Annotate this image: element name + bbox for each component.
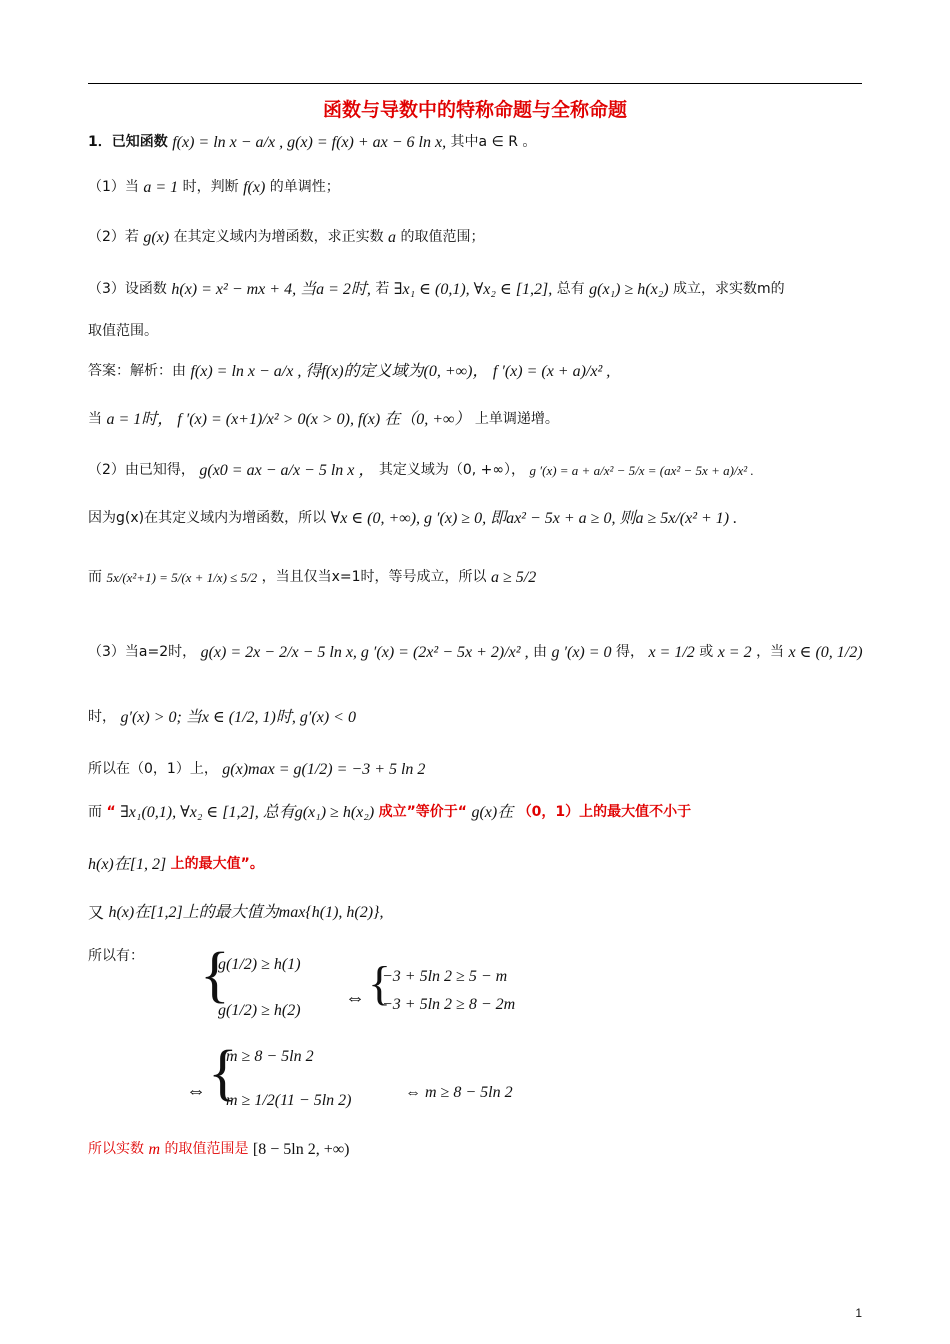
question-2-tail: 的取值范围； (400, 229, 485, 246)
final-range: [8 − 5ln 2, +∞) (252, 1141, 350, 1158)
answer-line-2-label: 当 (88, 411, 102, 428)
answer-line-8-formula: g(x)max = g(1/2) = −3 + 5 ln 2 (222, 761, 426, 778)
answer-line-8 (88, 760, 425, 779)
problem-intro-formula: f(x) = ln x − a/x , g(x) = f(x) + ax − 6 ln x, (172, 134, 447, 151)
answer-line-5-formula: 5x/(x²+1) = 5/(x + 1/x) ≤ 5/2 (106, 569, 258, 585)
answer-line-11-formula: h(x)在[1,2]上的最大值为max{h(1), h(2)}, (108, 904, 384, 921)
answer-line-6-formula-4: x = 2 (717, 644, 752, 661)
answer-line-8-label: 所以在（0，1）上， (88, 761, 218, 778)
answer-line-6-text-2: 得， (616, 644, 644, 661)
answer-line-12: 所以有： (88, 948, 144, 964)
answer-line-3-text: 其定义域为（0, +∞）， (378, 462, 526, 479)
page-title: 函数与导数中的特称命题与全称命题 (322, 99, 627, 121)
final-variable: m (148, 1141, 161, 1158)
final-text-2: 的取值范围是 (164, 1141, 249, 1158)
final-text: 所以实数 (88, 1141, 144, 1158)
question-1-formula-2: f(x) (243, 179, 266, 196)
question-3-formula-3: g(x₁) ≥ h(x₂) (589, 281, 669, 298)
answer-line-11 (88, 903, 383, 922)
answer-label: 答案：解析：由 (88, 363, 186, 380)
problem-intro-tail: 其中a ∈ R 。 (450, 134, 537, 151)
iff-result: ⇔ m ≥ 8 − 5ln 2 (405, 1084, 513, 1101)
answer-line-4-text: 因为g(x)在其定义域内为增函数，所以 (88, 510, 327, 527)
answer-line-5-text: ，当且仅当x=1时，等号成立，所以 (261, 569, 487, 586)
answer-line-10-formula: h(x)在[1, 2] (88, 856, 167, 873)
question-3-formula-2: ∃x₁ ∈ (0,1), ∀x₂ ∈ [1,2], (393, 281, 553, 298)
system-3-brace: { (208, 1039, 238, 1107)
answer-formula-1: f(x) = ln x − a/x , 得f(x)的定义域为(0, +∞)， (190, 363, 489, 380)
answer-line-9-quote: “ (106, 804, 116, 821)
answer-line-6 (88, 643, 863, 662)
answer-line-7-formula: g′(x) > 0; 当x ∈ (1/2, 1)时, g′(x) < 0 (120, 709, 356, 726)
answer-line-4 (88, 509, 737, 528)
answer-line-3-label: （2）由已知得， (88, 462, 195, 479)
question-2-formula-2: a (388, 229, 397, 246)
answer-line-3-formula: g(x0 = ax − a/x − 5 ln x ， (199, 462, 375, 479)
question-2-text: 在其定义域内为增函数，求正实数 (173, 229, 384, 246)
question-2-line (88, 228, 485, 247)
answer-line-7-label: 时， (88, 709, 116, 726)
system-2-row-1: −3 + 5ln 2 ≥ 5 − m (382, 968, 508, 985)
system-2-row-2: −3 + 5ln 2 ≥ 8 − 2m (382, 996, 516, 1013)
problem-intro-line (88, 133, 536, 152)
question-3-text: 若 (375, 281, 390, 298)
problem-intro: 1．已知函数 (88, 134, 168, 151)
answer-line-2 (88, 410, 559, 429)
header-rule (88, 83, 862, 84)
answer-line-11-label: 又 (88, 903, 105, 922)
question-3-formula: h(x) = x² − mx + 4, 当a = 2时, (171, 281, 371, 298)
question-3-line (88, 280, 785, 299)
answer-line-9-formula-2: g(x)在 (471, 804, 514, 821)
answer-line-9 (88, 803, 691, 822)
question-3-text-2: 总有 (556, 281, 585, 298)
answer-line-1 (88, 362, 610, 381)
question-1-line (88, 178, 340, 197)
question-1-tail: 的单调性； (269, 179, 340, 196)
final-line (88, 1140, 349, 1159)
answer-line-7 (88, 708, 356, 727)
answer-line-3 (88, 461, 754, 480)
system-3-row-1: m ≥ 8 − 5ln 2 (226, 1048, 314, 1065)
answer-line-9-formula: ∃x₁(0,1), ∀x₂ ∈ [1,2], 总有g(x₁) ≥ h(x₂) (120, 804, 375, 821)
answer-line-10 (88, 855, 264, 874)
question-1-formula: a = 1 (143, 179, 179, 196)
question-3-label: （3）设函数 (88, 281, 167, 298)
answer-formula-2: f ′(x) = (x + a)/x² , (492, 363, 611, 380)
answer-line-9-emphasis-2: （0，1）上的最大值不小于 (517, 804, 692, 821)
iff-arrow-1: ⇔ (345, 987, 365, 1009)
question-3-line-2: 取值范围。 (88, 323, 158, 339)
answer-line-6-label: （3）当a=2时， (88, 644, 197, 661)
answer-line-9-label: 而 (88, 804, 102, 821)
system-2-brace: { (368, 957, 392, 1010)
question-3-tail: 成立，求实数m的 (673, 281, 785, 298)
system-1-row-1: g(1/2) ≥ h(1) (218, 956, 301, 973)
question-1-label: （1）当 (88, 179, 139, 196)
system-1-brace: { (200, 941, 230, 1009)
system-1-row-2: g(1/2) ≥ h(2) (218, 1002, 301, 1019)
system-3-row-2: m ≥ 1/2(11 − 5ln 2) (226, 1092, 352, 1109)
question-2-label: （2）若 (88, 229, 139, 246)
answer-line-10-emphasis: 上的最大值”。 (170, 856, 264, 873)
question-2-formula: g(x) (143, 229, 170, 246)
answer-line-6-formula-2: g ′(x) = 0 (551, 644, 612, 661)
answer-line-6-formula-5: x ∈ (0, 1/2) (788, 644, 863, 661)
answer-line-2-tail: 上单调递增。 (474, 411, 559, 428)
answer-line-4-formula: ∀x ∈ (0, +∞), g ′(x) ≥ 0, 即ax² − 5x + a ≥ 0, 则a ≥ 5x/(x² + 1) . (330, 510, 738, 527)
answer-line-6-formula: g(x) = 2x − 2/x − 5 ln x, g ′(x) = (2x² − 5x + 2)/x² , (200, 644, 529, 661)
answer-line-5-label: 而 (88, 569, 102, 586)
iff-arrow-2: ⇔ (186, 1080, 206, 1102)
answer-line-5-formula-2: a ≥ 5/2 (491, 569, 537, 586)
answer-line-6-formula-3: x = 1/2 (648, 644, 695, 661)
page-number: 1 (855, 1306, 862, 1320)
answer-line-6-text: 由 (533, 644, 548, 661)
answer-line-2-formula: a = 1时， f ′(x) = (x+1)/x² > 0(x > 0), f(x) 在（0, +∞） (106, 411, 471, 428)
answer-line-5 (88, 568, 536, 587)
answer-line-3-formula-2: g ′(x) = a + a/x² − 5/x = (ax² − 5x + a)/x² . (529, 462, 754, 478)
answer-line-9-emphasis: 成立”等价于“ (378, 804, 468, 821)
answer-line-6-text-3: 或 (699, 644, 714, 661)
answer-line-6-text-4: ，当 (756, 644, 785, 661)
question-1-text: 时，判断 (182, 179, 239, 196)
